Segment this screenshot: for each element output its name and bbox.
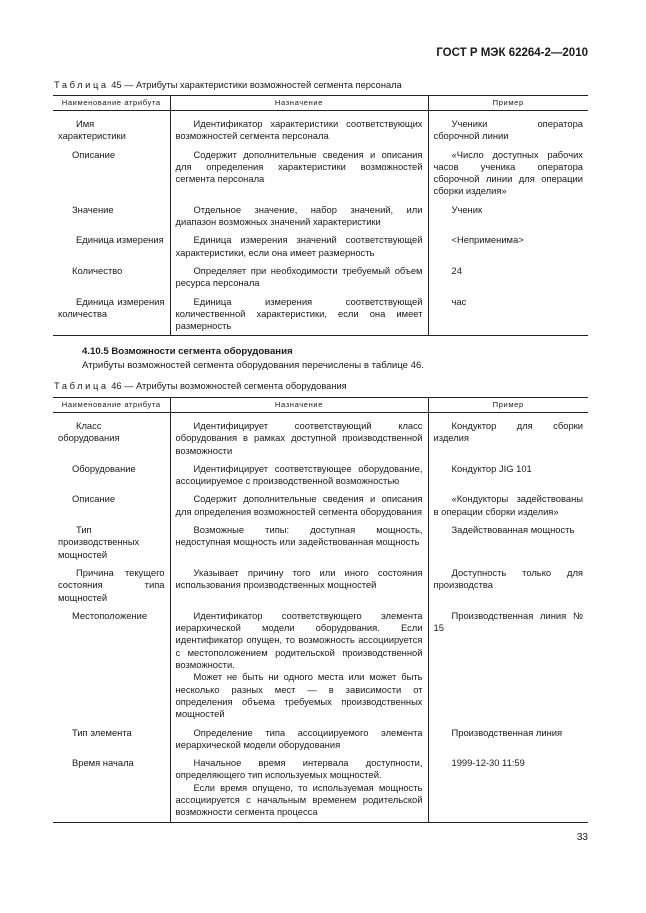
table-row [53, 231, 588, 262]
attribute-example: Ученик [428, 201, 588, 232]
attribute-example: «Кондукторы задействованы в операции сборки изделия» [428, 490, 588, 521]
attribute-name: Причина текущего состояния типа мощностей [58, 566, 165, 603]
attribute-purpose: Указывает причину того или иного состояния использования производственных мощностей [170, 564, 428, 607]
attribute-purpose: Идентифицирует соответствующее оборудование, ассоциируемое с производственной возможностью [170, 460, 428, 491]
attribute-example: 24 [428, 262, 588, 293]
attribute-purpose: Единица измерения значений соответствующей характеристики, если она имеет размерность [170, 231, 428, 262]
attribute-purpose: Определение типа ассоциируемого элемента иерархической модели оборудования [170, 724, 428, 755]
attribute-name: Время начала [72, 757, 134, 769]
section-heading: 4.10.5 Возможности сегмента оборудования [82, 346, 293, 357]
table-row [53, 754, 588, 822]
attribute-name: Тип элемента [72, 726, 132, 738]
attribute-example: Кондуктор JIG 101 [428, 460, 588, 491]
attribute-purpose: Единица измерения соответствующей количественной характеристики, если она имеет размерность [170, 293, 428, 336]
table-45-header-example: Пример [428, 96, 588, 111]
attribute-name: Единица измерения [76, 234, 164, 246]
table-row [53, 146, 588, 201]
table-46-caption [54, 381, 347, 391]
table-45-caption-prefix: Таблица [54, 80, 109, 90]
attribute-purpose: Содержит дополнительные сведения и описания для определения характеристики возможностей сегмента персонала [170, 146, 428, 201]
attribute-example: Производственная линия № 15 [428, 607, 588, 724]
page-number: 33 [576, 832, 588, 843]
table-46-header-purpose: Назначение [170, 398, 428, 413]
attribute-purpose: Содержит дополнительные сведения и описания для определения возможностей сегмента оборудования [170, 490, 428, 521]
table-46-caption-text: 46 — Атрибуты возможностей сегмента оборудования [111, 381, 347, 391]
attribute-example: «Число доступных рабочих часов ученика оператора сборочной линии для операции сборки изделия» [428, 146, 588, 201]
attribute-purpose: Идентифицирует соответствующий класс оборудования в рамках доступной производственной возможности [170, 417, 428, 460]
document-standard-header: ГОСТ Р МЭК 62264-2—2010 [436, 47, 588, 59]
attribute-name: Имя характеристики [58, 118, 126, 142]
attribute-name: Описание [72, 148, 116, 160]
attribute-name: Описание [72, 493, 116, 505]
table-46 [53, 397, 588, 823]
table-row [53, 201, 588, 232]
attribute-purpose: Возможные типы: доступная мощность, недоступная мощность или задействованная мощность [170, 521, 428, 564]
table-46-header-name: Наименование атрибута [53, 398, 170, 413]
table-46-caption-prefix: Таблица [54, 381, 109, 391]
table-row [53, 417, 588, 460]
table-45-header-name: Наименование атрибута [53, 96, 170, 111]
table-45-header-row [53, 96, 588, 111]
attribute-example: Производственная линия [428, 724, 588, 755]
table-row [53, 724, 588, 755]
attribute-example: Кондуктор для сборки изделия [428, 417, 588, 460]
attribute-purpose: Идентификатор соответствующего элемента иерархической модели оборудования. Если идентификатор опущен, то возможность ассоциируется с местоположением родительской производственной возможности. Может не быть ни одного места или может быть несколько разных мест — в зависимости от определения объема требуемых производственных мощностей [170, 607, 428, 724]
attribute-purpose: Начальное время интервала доступности, определяющего тип используемых мощностей. Если время опущено, то используемая мощность ассоциируется с начальным временем родительской возможности сегмента процесса [170, 754, 428, 822]
attribute-purpose: Определяет при необходимости требуемый объем ресурса персонала [170, 262, 428, 293]
attribute-name: Тип производственных мощностей [58, 524, 140, 560]
table-45 [53, 95, 588, 336]
attribute-example: Доступность только для производства [428, 564, 588, 607]
attribute-purpose: Отдельное значение, набор значений, или диапазон возможных значений характеристики [170, 201, 428, 232]
table-row [53, 460, 588, 491]
table-45-caption [54, 80, 402, 90]
attribute-name: Количество [72, 264, 123, 276]
section-text: Атрибуты возможностей сегмента оборудования перечислены в таблице 46. [82, 360, 425, 371]
attribute-example: <Неприменима> [428, 231, 588, 262]
table-46-header-row [53, 398, 588, 413]
table-46-header-example: Пример [428, 398, 588, 413]
attribute-name: Единица измерения количества [58, 295, 165, 319]
table-row [53, 564, 588, 607]
attribute-name: Оборудование [72, 462, 136, 474]
table-row [53, 490, 588, 521]
table-row [53, 115, 588, 146]
table-row [53, 262, 588, 293]
table-row [53, 293, 588, 336]
attribute-example: Ученики оператора сборочной линии [428, 115, 588, 146]
attribute-name: Значение [72, 203, 114, 215]
table-45-caption-text: 45 — Атрибуты характеристики возможностей сегмента персонала [111, 80, 402, 90]
table-row [53, 521, 588, 564]
attribute-purpose: Идентификатор характеристики соответствующих возможностей сегмента персонала [170, 115, 428, 146]
table-row [53, 607, 588, 724]
attribute-name: Класс оборудования [58, 420, 120, 444]
attribute-name: Местоположение [72, 609, 148, 621]
attribute-example: 1999-12-30 11:59 [428, 754, 588, 822]
table-45-header-purpose: Назначение [170, 96, 428, 111]
attribute-example: час [428, 293, 588, 336]
attribute-example: Задействованная мощность [428, 521, 588, 564]
